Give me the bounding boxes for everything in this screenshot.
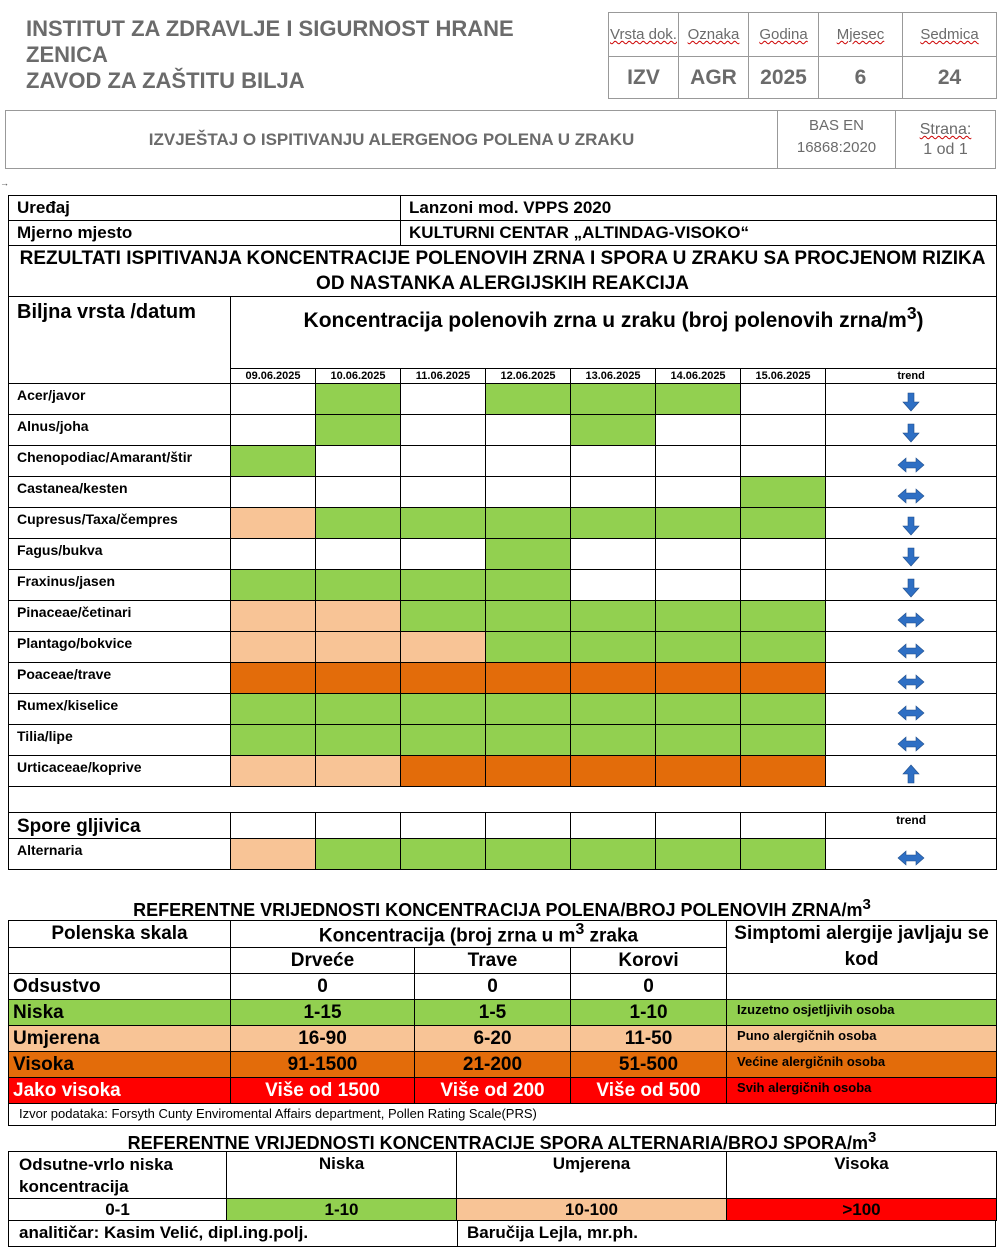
report-standard	[778, 111, 896, 168]
species-name: Pinaceae/četinari	[9, 601, 231, 632]
concentration-cell	[571, 508, 656, 539]
concentration-cell	[656, 415, 741, 446]
species-name: Cupresus/Taxa/čempres	[9, 508, 231, 539]
location-value: KULTURNI CENTAR „ALTINDAG-VISOKO“	[401, 221, 997, 246]
scale-level-label: Jako visoka	[9, 1078, 231, 1104]
concentration-cell	[316, 632, 401, 663]
location-label: Mjerno mjesto	[9, 221, 401, 246]
concentration-cell	[741, 632, 826, 663]
report-header-box	[5, 110, 996, 169]
reference-title-text: REFERENTNE VRIJEDNOSTI KONCENTRACIJA POLENA/BROJ POLENOVIH ZRNA/m	[133, 900, 863, 920]
code-value-week: 24	[903, 57, 997, 99]
concentration-cell	[741, 384, 826, 415]
date-header: 11.06.2025	[401, 369, 486, 384]
concentration-cell	[231, 477, 316, 508]
ref-concentration-end: zraka	[584, 925, 639, 947]
concentration-header-close: )	[916, 309, 924, 332]
concentration-cell	[486, 539, 571, 570]
institute-line-1: INSTITUT ZA ZDRAVLJE I SIGURNOST HRANE	[26, 16, 514, 41]
concentration-cell	[401, 663, 486, 694]
page-value: 1 od 1	[923, 141, 968, 158]
reference-header-row	[9, 921, 997, 948]
concentration-cell	[741, 570, 826, 601]
concentration-cell	[741, 839, 826, 870]
concentration-cell	[316, 694, 401, 725]
concentration-cell	[401, 508, 486, 539]
spacer-cell	[9, 787, 997, 813]
results-table	[8, 195, 997, 870]
concentration-cell	[571, 446, 656, 477]
concentration-cell	[231, 539, 316, 570]
trend-cell	[826, 446, 997, 477]
concentration-cell	[656, 725, 741, 756]
trend-both-arrow-icon	[897, 611, 925, 629]
concentration-cell	[231, 663, 316, 694]
spore-header-cell	[656, 813, 741, 839]
trend-both-arrow-icon	[897, 735, 925, 753]
species-row	[9, 539, 997, 570]
concentration-cell	[401, 601, 486, 632]
weeds-range: 51-500	[571, 1052, 727, 1078]
species-name: Acer/javor	[9, 384, 231, 415]
trend-down-arrow-icon	[902, 392, 920, 412]
weeds-range: 1-10	[571, 1000, 727, 1026]
grass-range: 21-200	[415, 1052, 571, 1078]
concentration-cell	[231, 384, 316, 415]
concentration-cell	[486, 508, 571, 539]
spore-header-cell	[401, 813, 486, 839]
report-title: IZVJEŠTAJ O ISPITIVANJU ALERGENOG POLENA U ZRAKU	[6, 111, 778, 168]
reference-title-sup: 3	[862, 896, 871, 913]
standard-line-2: 16868:2020	[796, 139, 877, 156]
concentration-cell	[741, 663, 826, 694]
plant-rows	[9, 384, 997, 787]
trend-cell	[826, 415, 997, 446]
report-page	[896, 111, 995, 168]
concentration-cell	[656, 694, 741, 725]
code-header-type: Vrsta dok.	[609, 13, 679, 57]
concentration-cell	[401, 477, 486, 508]
location-row	[9, 221, 997, 246]
weeds-range: 11-50	[571, 1026, 727, 1052]
spore-value-low: 1-10	[227, 1199, 457, 1221]
concentration-cell	[741, 694, 826, 725]
codes-header-row	[609, 13, 997, 57]
reference-row	[9, 1000, 997, 1026]
code-header-year: Godina	[749, 13, 819, 57]
trend-down-arrow-icon	[902, 516, 920, 536]
concentration-cell	[486, 415, 571, 446]
table-anchor-icon: →	[0, 178, 9, 188]
concentration-cell	[486, 663, 571, 694]
trend-down-arrow-icon	[902, 423, 920, 443]
column-trees: Drveće	[231, 948, 415, 974]
trend-both-arrow-icon	[897, 487, 925, 505]
trend-both-arrow-icon	[897, 704, 925, 722]
ref-concentration-text: Koncentracija (broj zrna u m	[318, 925, 576, 947]
grass-range: Više od 200	[415, 1078, 571, 1104]
code-header-mark: Oznaka	[679, 13, 749, 57]
species-row	[9, 725, 997, 756]
results-header-row	[9, 297, 997, 369]
trees-range: 16-90	[231, 1026, 415, 1052]
concentration-cell	[316, 663, 401, 694]
scale-level-label: Niska	[9, 1000, 231, 1026]
concentration-cell	[571, 632, 656, 663]
concentration-cell	[316, 570, 401, 601]
grass-range: 6-20	[415, 1026, 571, 1052]
trend-down-arrow-icon	[902, 578, 920, 598]
concentration-cell	[656, 539, 741, 570]
code-header-month: Mjesec	[819, 13, 903, 57]
date-header: 14.06.2025	[656, 369, 741, 384]
signatures	[8, 1221, 996, 1247]
codes-value-row	[609, 57, 997, 99]
scale-subheader-empty	[9, 948, 231, 974]
concentration-cell	[486, 632, 571, 663]
device-label: Uređaj	[9, 196, 401, 221]
concentration-cell	[571, 725, 656, 756]
code-header-week: Sedmica	[903, 13, 997, 57]
data-source: Izvor podataka: Forsyth Cunty Enviromental Affairs department, Pollen Rating Scale(PRS)	[8, 1104, 996, 1126]
code-value-year: 2025	[749, 57, 819, 99]
results-title-row	[9, 246, 997, 297]
trees-range: Više od 1500	[231, 1078, 415, 1104]
spore-level-high: Visoka	[727, 1152, 997, 1199]
spore-header-cell	[231, 813, 316, 839]
concentration-cell	[401, 446, 486, 477]
spores-trend-header: trend	[826, 813, 997, 839]
concentration-cell	[656, 663, 741, 694]
analyst-signature: analitičar: Kasim Velić, dipl.ing.polj.	[19, 1223, 309, 1242]
scale-header: Polenska skala	[9, 921, 231, 948]
species-name: Rumex/kiselice	[9, 694, 231, 725]
species-row	[9, 632, 997, 663]
trend-cell	[826, 477, 997, 508]
concentration-cell	[571, 601, 656, 632]
concentration-cell	[316, 756, 401, 787]
trend-cell	[826, 384, 997, 415]
spore-reference-value-row	[9, 1199, 997, 1221]
concentration-cell	[401, 384, 486, 415]
results-title: REZULTATI ISPITIVANJA KONCENTRACIJE POLENOVIH ZRNA I SPORA U ZRAKU SA PROCJENOM RIZIKA OD NASTANKA ALERGIJSKIH REAKCIJA	[9, 246, 997, 297]
concentration-cell	[316, 477, 401, 508]
reference-title	[8, 896, 996, 921]
scale-level-label: Umjerena	[9, 1026, 231, 1052]
concentration-cell	[571, 694, 656, 725]
reference-rows	[9, 974, 997, 1104]
concentration-cell	[656, 384, 741, 415]
concentration-cell	[231, 756, 316, 787]
spores-header: Spore gljivica	[9, 813, 231, 839]
date-header: 12.06.2025	[486, 369, 571, 384]
date-header: 10.06.2025	[316, 369, 401, 384]
species-name: Poaceae/trave	[9, 663, 231, 694]
scale-level-label: Odsustvo	[9, 974, 231, 1000]
trend-both-arrow-icon	[897, 642, 925, 660]
ref-concentration-sup: 3	[575, 921, 585, 938]
date-header: 13.06.2025	[571, 369, 656, 384]
trend-cell	[826, 694, 997, 725]
species-name: Urticaceae/koprive	[9, 756, 231, 787]
concentration-cell	[571, 415, 656, 446]
grass-range: 0	[415, 974, 571, 1000]
species-row	[9, 601, 997, 632]
document-codes-table	[608, 12, 997, 99]
concentration-cell	[656, 601, 741, 632]
weeds-range: Više od 500	[571, 1078, 727, 1104]
trend-up-arrow-icon	[902, 764, 920, 784]
symptom-text: Većine alergičnih osoba	[727, 1052, 997, 1078]
species-row	[9, 415, 997, 446]
concentration-cell	[571, 839, 656, 870]
concentration-cell	[401, 632, 486, 663]
concentration-cell	[741, 415, 826, 446]
trend-cell	[826, 756, 997, 787]
concentration-cell	[231, 694, 316, 725]
spore-reference-title-sup: 3	[868, 1129, 877, 1146]
species-row	[9, 694, 997, 725]
trend-both-arrow-icon	[897, 849, 925, 867]
trend-cell	[826, 632, 997, 663]
spore-value-absent: 0-1	[9, 1199, 227, 1221]
spore-header-cell	[316, 813, 401, 839]
trend-both-arrow-icon	[897, 456, 925, 474]
trend-cell	[826, 570, 997, 601]
concentration-cell	[486, 446, 571, 477]
spore-header-cell	[486, 813, 571, 839]
reference-row	[9, 1026, 997, 1052]
concentration-cell	[401, 694, 486, 725]
institute-name	[26, 16, 606, 94]
concentration-cell	[231, 839, 316, 870]
concentration-cell	[316, 446, 401, 477]
date-header: 15.06.2025	[741, 369, 826, 384]
concentration-cell	[486, 601, 571, 632]
concentration-cell	[656, 446, 741, 477]
spacer-row	[9, 787, 997, 813]
species-row	[9, 508, 997, 539]
trend-cell	[826, 839, 997, 870]
date-header: 09.06.2025	[231, 369, 316, 384]
concentration-cell	[571, 539, 656, 570]
spore-reference-title-text: REFERENTNE VRIJEDNOSTI KONCENTRACIJE SPORA ALTERNARIA/BROJ SPORA/m	[127, 1133, 869, 1153]
trend-cell	[826, 508, 997, 539]
symptom-text: Puno alergičnih osoba	[727, 1026, 997, 1052]
concentration-header-sup: 3	[906, 303, 917, 323]
spore-reference-table	[8, 1151, 997, 1221]
spore-header-cell	[571, 813, 656, 839]
spore-value-high: >100	[727, 1199, 997, 1221]
page-label: Strana:	[919, 121, 972, 138]
concentration-cell	[741, 446, 826, 477]
concentration-cell	[656, 839, 741, 870]
concentration-cell	[231, 446, 316, 477]
concentration-header	[231, 297, 997, 369]
spore-level-absent: Odsutne-vrlo niska koncentracija	[9, 1152, 227, 1199]
reference-row	[9, 1078, 997, 1104]
spore-header-cell	[741, 813, 826, 839]
spore-rows	[9, 839, 997, 870]
spore-level-moderate: Umjerena	[457, 1152, 727, 1199]
weeds-range: 0	[571, 974, 727, 1000]
concentration-cell	[656, 477, 741, 508]
species-name: Castanea/kesten	[9, 477, 231, 508]
concentration-cell	[741, 539, 826, 570]
plant-date-header: Biljna vrsta /datum	[9, 297, 231, 384]
device-row	[9, 196, 997, 221]
device-value: Lanzoni mod. VPPS 2020	[401, 196, 997, 221]
concentration-cell	[571, 384, 656, 415]
code-value-type: IZV	[609, 57, 679, 99]
concentration-cell	[401, 570, 486, 601]
reference-row	[9, 1052, 997, 1078]
concentration-cell	[316, 601, 401, 632]
concentration-cell	[231, 508, 316, 539]
concentration-cell	[656, 632, 741, 663]
concentration-cell	[401, 415, 486, 446]
concentration-cell	[486, 839, 571, 870]
concentration-cell	[316, 384, 401, 415]
concentration-cell	[401, 839, 486, 870]
ref-concentration-header	[231, 921, 727, 948]
trees-range: 1-15	[231, 1000, 415, 1026]
species-name: Alternaria	[9, 839, 231, 870]
species-row	[9, 839, 997, 870]
concentration-cell	[656, 570, 741, 601]
institute-line-2: ZENICA	[26, 42, 108, 67]
concentration-cell	[231, 415, 316, 446]
symptom-text: Svih alergičnih osoba	[727, 1078, 997, 1104]
species-row	[9, 663, 997, 694]
concentration-cell	[316, 725, 401, 756]
code-value-month: 6	[819, 57, 903, 99]
concentration-cell	[486, 570, 571, 601]
trend-cell	[826, 601, 997, 632]
concentration-cell	[401, 725, 486, 756]
concentration-cell	[571, 756, 656, 787]
column-grass: Trave	[415, 948, 571, 974]
spore-value-moderate: 10-100	[457, 1199, 727, 1221]
concentration-cell	[231, 570, 316, 601]
concentration-cell	[401, 756, 486, 787]
symptom-text: Izuzetno osjetljivih osoba	[727, 1000, 997, 1026]
concentration-cell	[316, 508, 401, 539]
grass-range: 1-5	[415, 1000, 571, 1026]
concentration-cell	[486, 477, 571, 508]
species-row	[9, 477, 997, 508]
trees-range: 91-1500	[231, 1052, 415, 1078]
concentration-cell	[656, 508, 741, 539]
concentration-cell	[316, 539, 401, 570]
concentration-cell	[316, 839, 401, 870]
species-row	[9, 756, 997, 787]
reference-row	[9, 974, 997, 1000]
institute-line-3: ZAVOD ZA ZAŠTITU BILJA	[26, 68, 305, 93]
trend-header: trend	[826, 369, 997, 384]
concentration-cell	[656, 756, 741, 787]
concentration-cell	[571, 477, 656, 508]
concentration-cell	[571, 570, 656, 601]
concentration-cell	[231, 601, 316, 632]
concentration-cell	[486, 756, 571, 787]
species-name: Chenopodiac/Amarant/štir	[9, 446, 231, 477]
spores-header-row	[9, 813, 997, 839]
concentration-cell	[741, 508, 826, 539]
concentration-cell	[741, 601, 826, 632]
trend-down-arrow-icon	[902, 547, 920, 567]
species-name: Tilia/lipe	[9, 725, 231, 756]
species-row	[9, 570, 997, 601]
concentration-cell	[741, 725, 826, 756]
reference-table	[8, 920, 997, 1104]
trend-both-arrow-icon	[897, 673, 925, 691]
species-name: Plantago/bokvice	[9, 632, 231, 663]
concentration-cell	[486, 725, 571, 756]
concentration-cell	[741, 756, 826, 787]
concentration-cell	[486, 694, 571, 725]
species-row	[9, 446, 997, 477]
concentration-cell	[486, 384, 571, 415]
concentration-cell	[316, 415, 401, 446]
species-name: Fraxinus/jasen	[9, 570, 231, 601]
trend-cell	[826, 663, 997, 694]
trend-cell	[826, 725, 997, 756]
scale-level-label: Visoka	[9, 1052, 231, 1078]
spore-reference-header-row	[9, 1152, 997, 1199]
signature-divider	[457, 1221, 458, 1246]
second-signature: Baručija Lejla, mr.ph.	[467, 1223, 639, 1242]
column-weeds: Korovi	[571, 948, 727, 974]
concentration-cell	[401, 539, 486, 570]
species-name: Alnus/joha	[9, 415, 231, 446]
concentration-cell	[741, 477, 826, 508]
spore-level-low: Niska	[227, 1152, 457, 1199]
concentration-cell	[231, 632, 316, 663]
concentration-header-text: Koncentracija polenovih zrna u zraku (broj polenovih zrna/m	[303, 309, 907, 332]
concentration-cell	[231, 725, 316, 756]
species-row	[9, 384, 997, 415]
symptoms-header: Simptomi alergije javljaju se kod	[727, 921, 997, 974]
trend-cell	[826, 539, 997, 570]
code-value-mark: AGR	[679, 57, 749, 99]
standard-line-1: BAS EN	[808, 117, 865, 134]
symptom-text	[727, 974, 997, 1000]
trees-range: 0	[231, 974, 415, 1000]
concentration-cell	[571, 663, 656, 694]
species-name: Fagus/bukva	[9, 539, 231, 570]
